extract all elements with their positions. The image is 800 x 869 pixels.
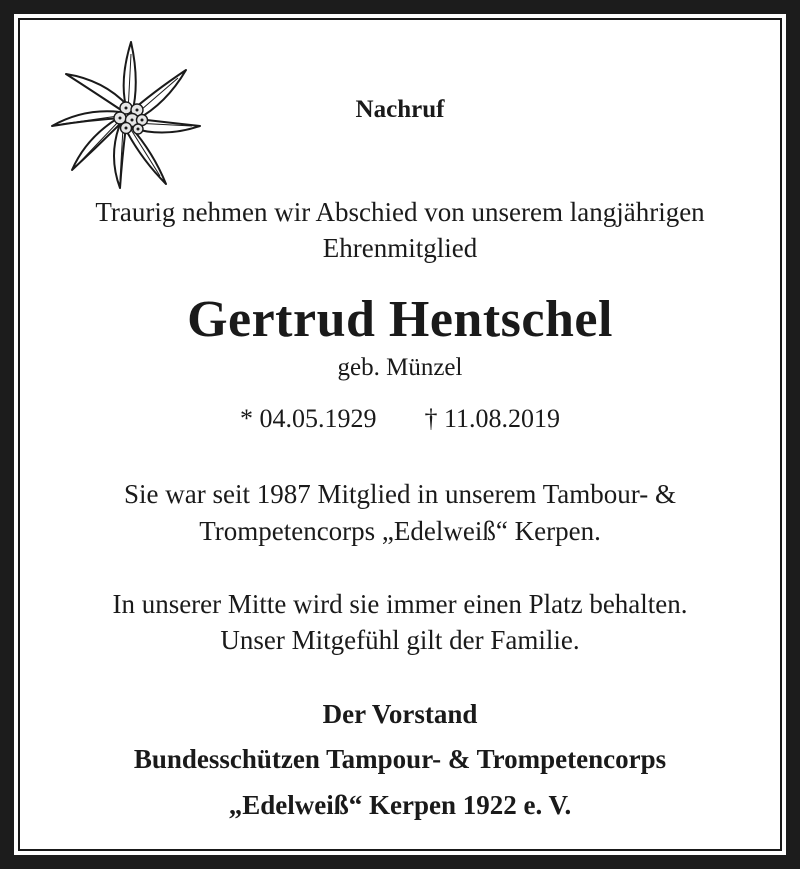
birth-date: * 04.05.1929 bbox=[239, 404, 377, 433]
life-dates bbox=[14, 404, 786, 434]
deceased-name: Gertrud Hentschel bbox=[187, 291, 613, 348]
signature-club-name: Bundesschützen Tampour- & Trompetencorps bbox=[133, 744, 667, 774]
maiden-name: geb. Münzel bbox=[337, 354, 463, 381]
memorial-line-2: Unser Mitgefühl gilt der Familie. bbox=[220, 625, 580, 655]
signature-board: Der Vorstand bbox=[322, 699, 478, 729]
signature-club-location: „Edelweiß“ Kerpen 1922 e. V. bbox=[228, 790, 572, 820]
membership-line-2: Trompetencorps „Edelweiß“ Kerpen. bbox=[199, 516, 601, 546]
death-date: † 11.08.2019 bbox=[424, 404, 561, 433]
notice-heading: Nachruf bbox=[355, 96, 445, 123]
obituary-notice bbox=[14, 14, 786, 855]
membership-line-1: Sie war seit 1987 Mitglied in unserem Tambour- & bbox=[124, 479, 676, 509]
intro-line-2: Ehrenmitglied bbox=[322, 233, 478, 263]
memorial-line-1: In unserer Mitte wird sie immer einen Platz behalten. bbox=[112, 589, 688, 619]
intro-line-1: Traurig nehmen wir Abschied von unserem langjährigen bbox=[95, 197, 705, 227]
